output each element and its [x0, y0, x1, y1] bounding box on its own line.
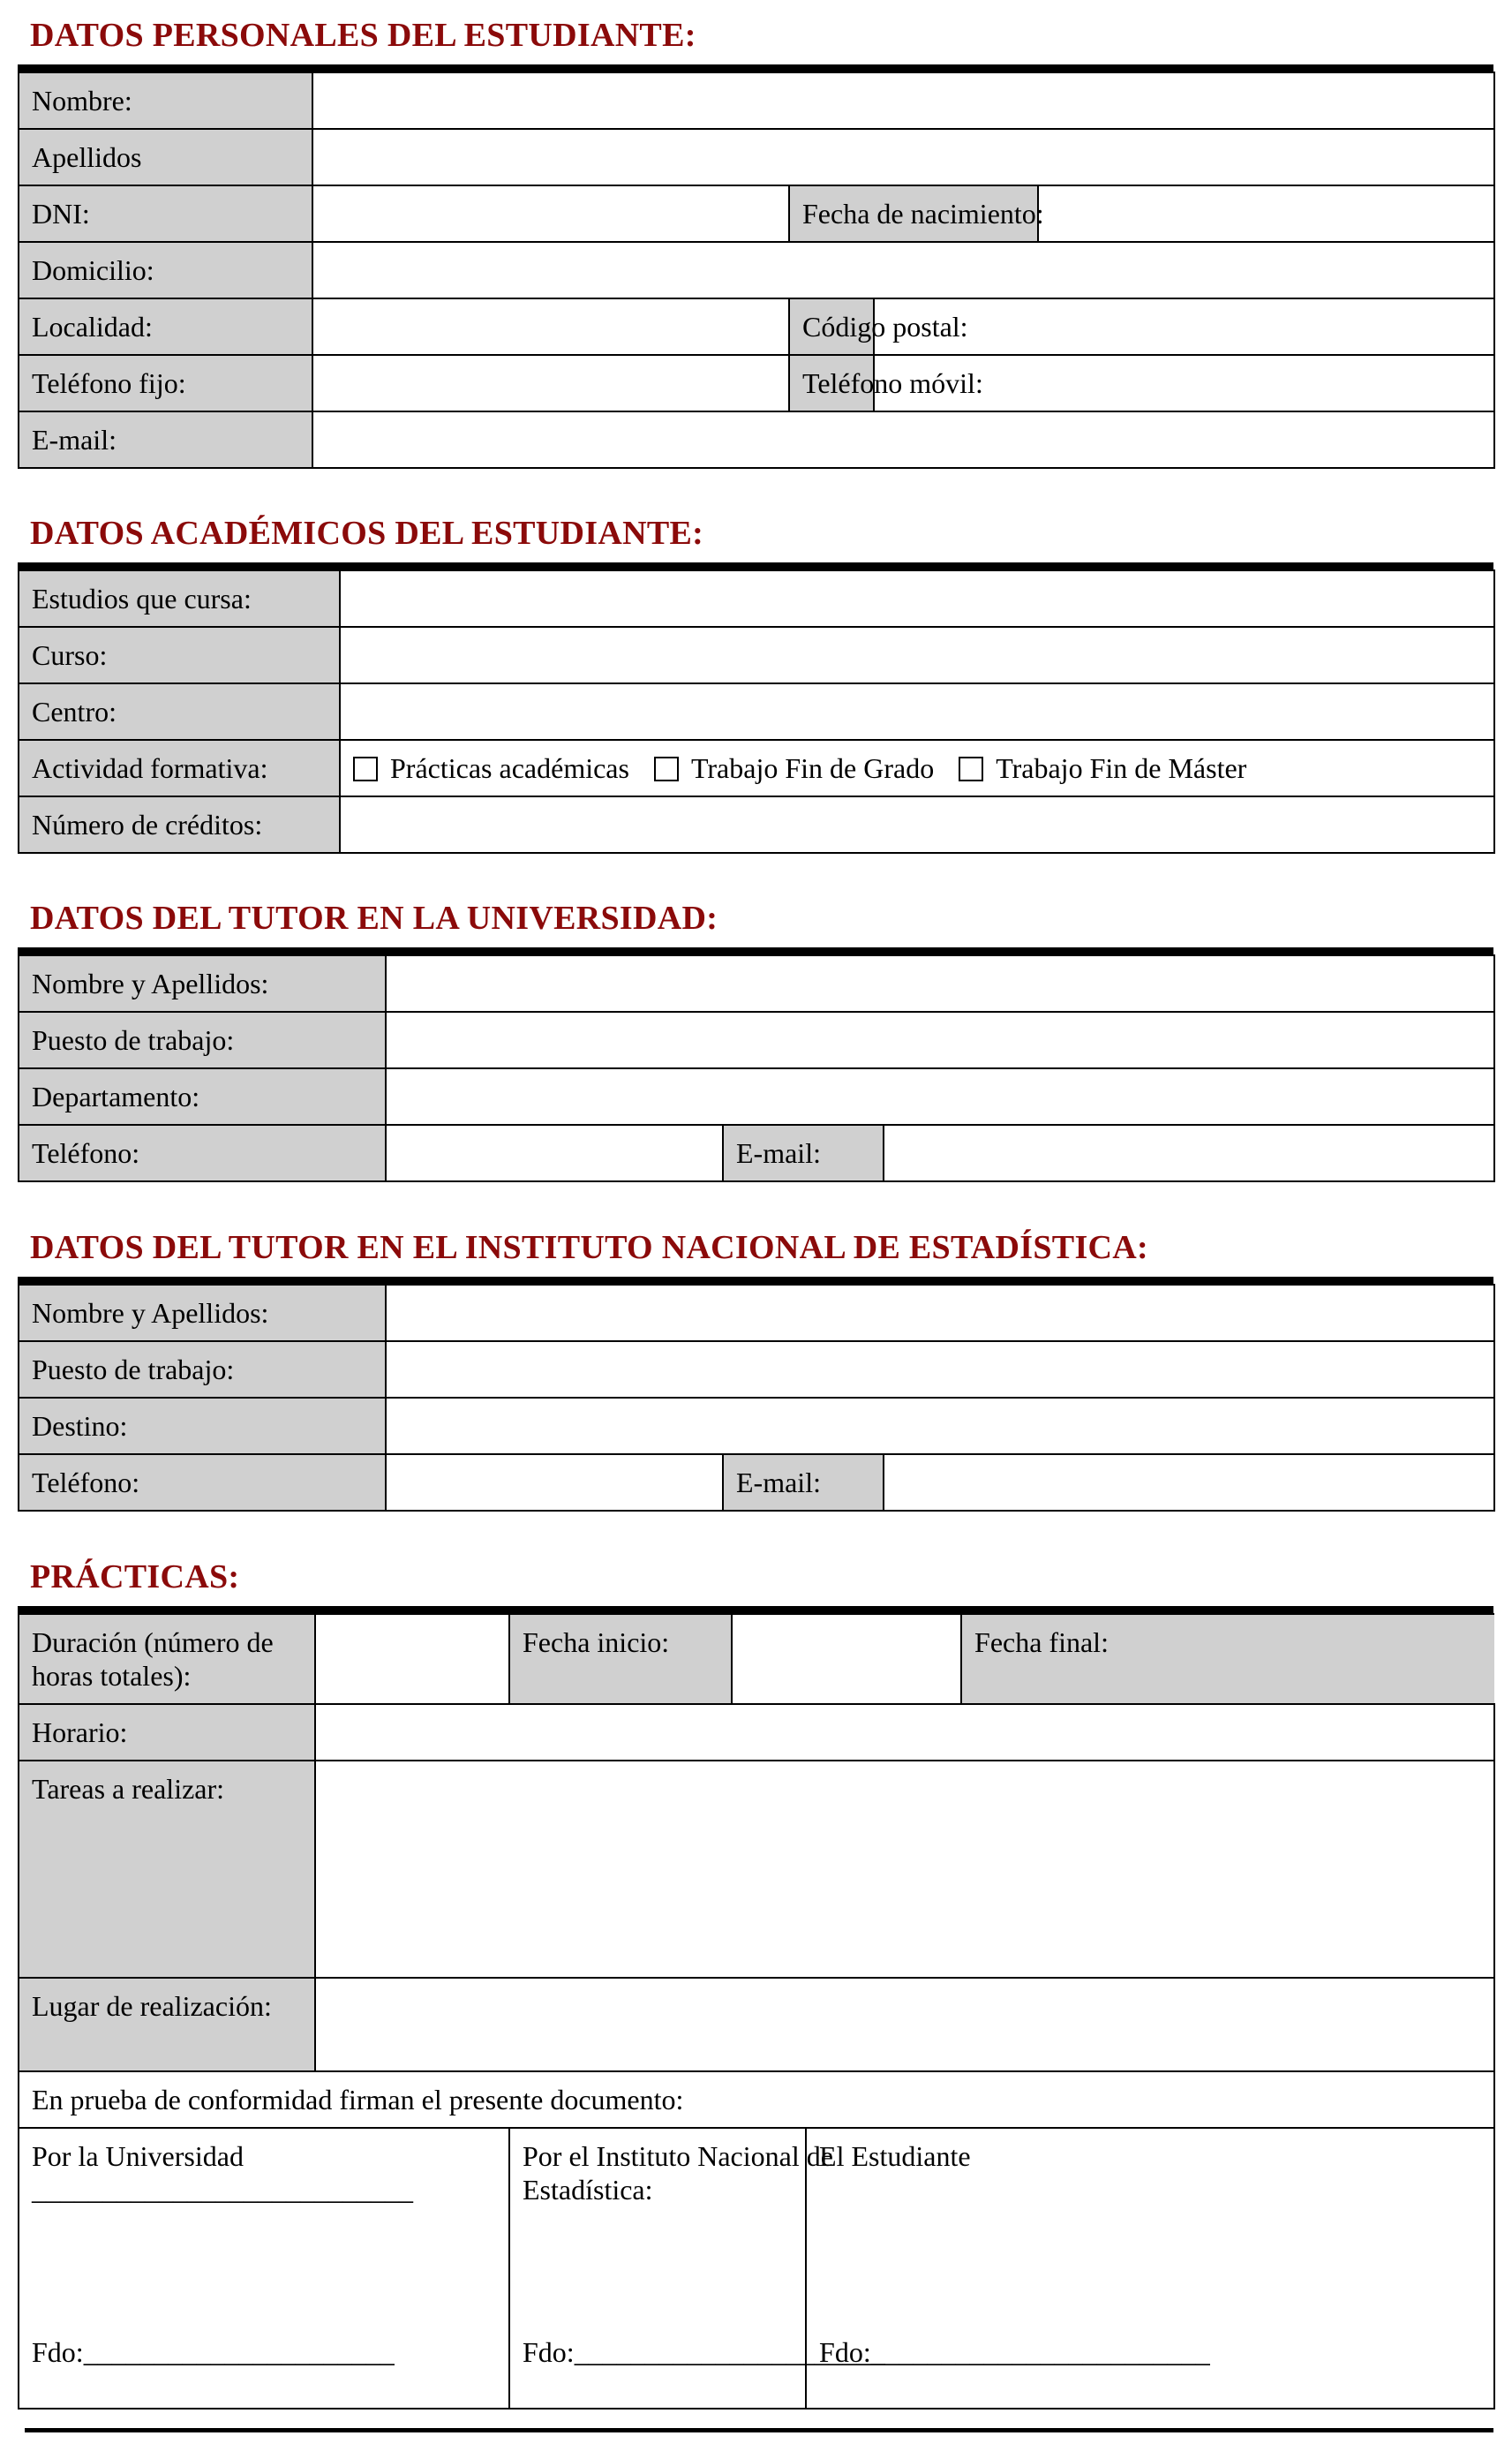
option-tfm[interactable]: [959, 752, 1246, 784]
field-lugar[interactable]: [315, 1978, 1494, 2071]
field-curso[interactable]: [340, 627, 1494, 683]
field-tutor-ine-nombre[interactable]: [386, 1285, 1494, 1341]
field-dni[interactable]: [312, 185, 789, 242]
bottom-rule: [25, 2428, 1493, 2432]
label-tutor-uni-puesto: Puesto de trabajo:: [19, 1012, 386, 1068]
label-tutor-ine-puesto: Puesto de trabajo:: [19, 1341, 386, 1398]
signature-universidad-label: Por la Universidad: [32, 2140, 244, 2172]
practicas-table: [18, 1613, 1495, 2410]
field-tutor-uni-puesto[interactable]: [386, 1012, 1494, 1068]
label-localidad: Localidad:: [19, 298, 312, 355]
signature-universidad-line: ___________________________: [32, 2174, 413, 2206]
label-email: E-mail:: [19, 411, 312, 468]
label-fecha-final: [961, 1614, 1494, 1704]
fdo-estudiante: Fdo:________________________: [819, 2336, 1210, 2368]
field-tutor-ine-destino[interactable]: [386, 1398, 1494, 1454]
option-tfm-label: Trabajo Fin de Máster: [996, 752, 1247, 784]
tutor-ine-table: [18, 1284, 1495, 1512]
fdo-ine: Fdo:______________________: [523, 2336, 885, 2368]
field-tutor-ine-telefono[interactable]: [386, 1454, 723, 1511]
label-tutor-ine-destino: Destino:: [19, 1398, 386, 1454]
fdo-universidad: Fdo:______________________: [32, 2336, 395, 2368]
section-title-practicas: PRÁCTICAS:: [30, 1558, 240, 1595]
label-tutor-ine-email: E-mail:: [723, 1454, 884, 1511]
field-fecha-nacimiento[interactable]: [1038, 185, 1494, 242]
field-localidad[interactable]: [312, 298, 789, 355]
option-tfg-label: Trabajo Fin de Grado: [690, 752, 935, 784]
personal-data-table: [18, 72, 1495, 469]
field-duracion[interactable]: [315, 1614, 509, 1704]
label-telefono-movil: Teléfono móvil:: [789, 355, 874, 411]
label-lugar: Lugar de realización:: [19, 1978, 315, 2071]
field-fecha-inicio[interactable]: [732, 1614, 961, 1704]
field-tutor-uni-telefono[interactable]: [386, 1125, 723, 1181]
conformidad-text: En prueba de conformidad firman el presente documento:: [19, 2071, 1494, 2128]
label-domicilio: Domicilio:: [19, 242, 312, 298]
label-tutor-uni-telefono: Teléfono:: [19, 1125, 386, 1181]
label-tutor-uni-email: E-mail:: [723, 1125, 884, 1181]
section-title-personal: DATOS PERSONALES DEL ESTUDIANTE:: [30, 17, 696, 54]
label-actividad: Actividad formativa:: [19, 740, 340, 796]
field-nombre[interactable]: [312, 72, 1494, 129]
signature-estudiante[interactable]: [806, 2128, 1494, 2409]
field-tutor-uni-email[interactable]: [884, 1125, 1494, 1181]
label-estudios: Estudios que cursa:: [19, 570, 340, 627]
label-centro: Centro:: [19, 683, 340, 740]
field-tareas[interactable]: [315, 1761, 1494, 1978]
signature-estudiante-label: El Estudiante: [819, 2140, 971, 2172]
label-tutor-uni-departamento: Departamento:: [19, 1068, 386, 1125]
field-horario[interactable]: [315, 1704, 1494, 1761]
label-creditos: Número de créditos:: [19, 796, 340, 853]
field-apellidos[interactable]: [312, 129, 1494, 185]
field-tutor-uni-nombre[interactable]: [386, 955, 1494, 1012]
option-tfg[interactable]: [654, 752, 934, 784]
field-actividad: [340, 740, 1494, 796]
label-telefono-fijo: Teléfono fijo:: [19, 355, 312, 411]
label-codigo-postal: Código postal:: [789, 298, 874, 355]
checkbox-tfg[interactable]: [654, 757, 679, 781]
label-tutor-ine-nombre: Nombre y Apellidos:: [19, 1285, 386, 1341]
label-tareas: Tareas a realizar:: [19, 1761, 315, 1978]
field-tutor-uni-departamento[interactable]: [386, 1068, 1494, 1125]
academic-data-table: [18, 569, 1495, 854]
field-creditos[interactable]: [340, 796, 1494, 853]
label-duracion: Duración (número de horas totales):: [19, 1614, 315, 1704]
field-tutor-ine-email[interactable]: [884, 1454, 1494, 1511]
section-title-tutor-ine: DATOS DEL TUTOR EN EL INSTITUTO NACIONAL DE ESTADÍSTICA:: [30, 1229, 1148, 1266]
field-domicilio[interactable]: [312, 242, 1494, 298]
checkbox-practicas[interactable]: [353, 757, 378, 781]
label-fecha-nacimiento: Fecha de nacimiento:: [789, 185, 1038, 242]
checkbox-tfm[interactable]: [959, 757, 983, 781]
field-email[interactable]: [312, 411, 1494, 468]
field-telefono-fijo[interactable]: [312, 355, 789, 411]
label-tutor-ine-telefono: Teléfono:: [19, 1454, 386, 1511]
label-fecha-final-text: Fecha final:: [974, 1626, 1109, 1658]
field-centro[interactable]: [340, 683, 1494, 740]
signature-universidad[interactable]: [19, 2128, 509, 2409]
signature-ine-label: Por el Instituto Nacional de Estadística:: [523, 2140, 833, 2206]
label-nombre: Nombre:: [19, 72, 312, 129]
label-curso: Curso:: [19, 627, 340, 683]
section-title-academic: DATOS ACADÉMICOS DEL ESTUDIANTE:: [30, 515, 704, 552]
signature-ine[interactable]: [509, 2128, 885, 2409]
tutor-uni-table: [18, 954, 1495, 1182]
label-apellidos: Apellidos: [19, 129, 312, 185]
label-fecha-inicio: Fecha inicio:: [509, 1614, 732, 1704]
option-practicas-label: Prácticas académicas: [390, 752, 629, 784]
label-tutor-uni-nombre: Nombre y Apellidos:: [19, 955, 386, 1012]
field-tutor-ine-puesto[interactable]: [386, 1341, 1494, 1398]
option-practicas[interactable]: [353, 752, 629, 784]
label-horario: Horario:: [19, 1704, 315, 1761]
field-estudios[interactable]: [340, 570, 1494, 627]
section-title-tutor-uni: DATOS DEL TUTOR EN LA UNIVERSIDAD:: [30, 900, 718, 937]
label-dni: DNI:: [19, 185, 312, 242]
